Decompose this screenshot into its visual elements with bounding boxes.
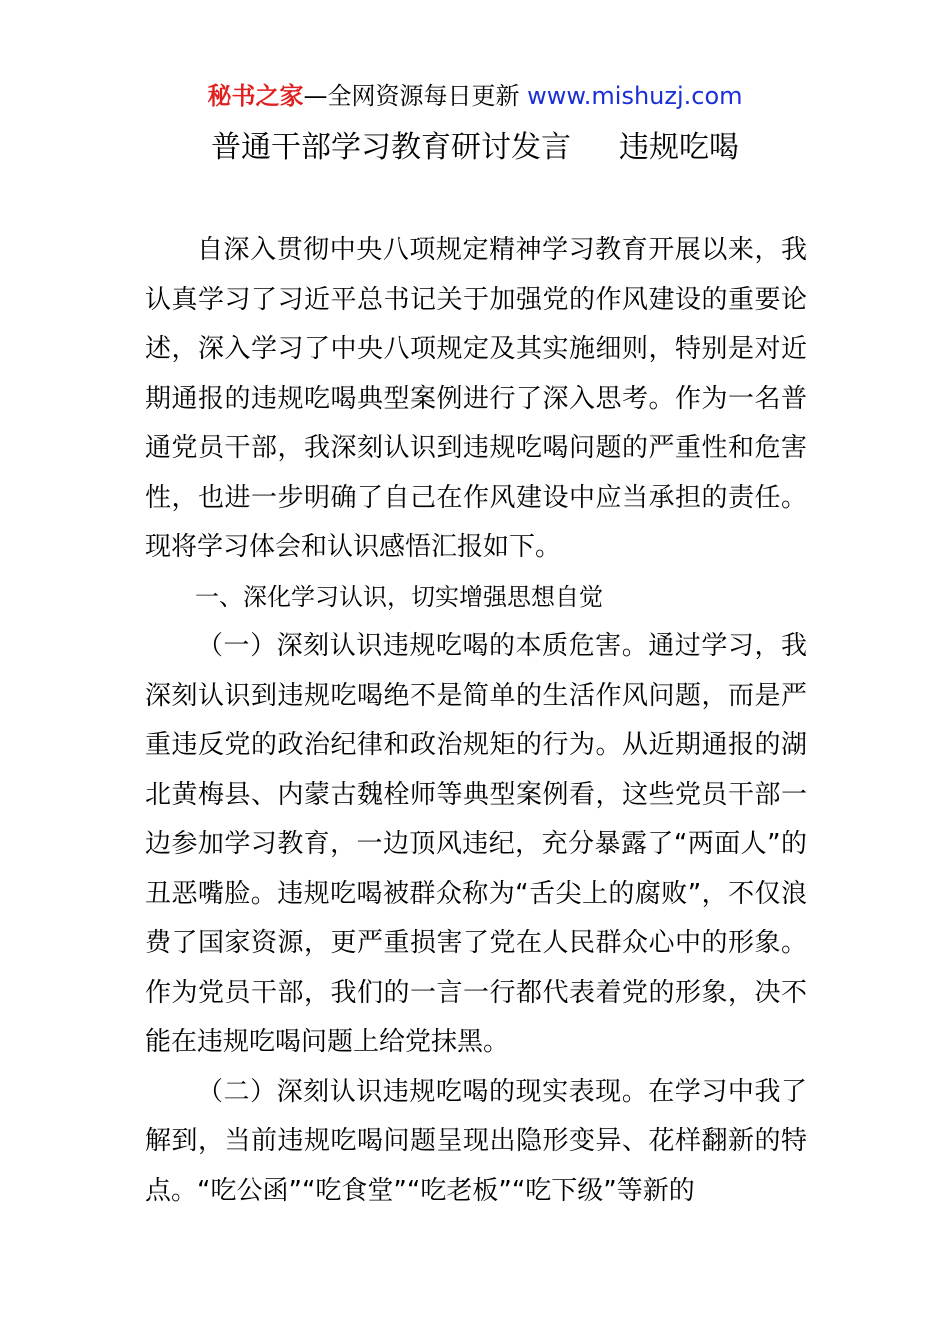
- title-sub: 违规吃喝: [619, 130, 739, 165]
- site-tagline: —全网资源每日更新: [303, 82, 520, 110]
- body-paragraph: （一）深刻认识违规吃喝的本质危害。通过学习，我深刻认识到违规吃喝绝不是简单的生活作风问题，而是严重违反党的政治纪律和政治规矩的行为。从近期通报的湖北黄梅县、内蒙古魏栓师等典型案例看，这些党员干部一边参加学习教育，一边顶风违纪，充分暴露了“两面人”的丑恶嘴脸。违规吃喝被群众称为“舌尖上的腐败”，不仅浪费了国家资源，更严重损害了党在人民群众心中的形象。作为党员干部，我们的一言一行都代表着党的形象，决不能在违规吃喝问题上给党抹黑。: [145, 631, 807, 1057]
- site-brand: 秘书之家: [207, 82, 304, 110]
- site-url-link[interactable]: www.mishuzj.com: [527, 82, 743, 110]
- intro-paragraph: 自深入贯彻中央八项规定精神学习教育开展以来，我认真学习了习近平总书记关于加强党的作风建设的重要论述，深入学习了中央八项规定及其实施细则，特别是对近期通报的违规吃喝典型案例进行了深入思考。作为一名普通党员干部，我深刻认识到违规吃喝问题的严重性和危害性，也进一步明确了自己在作风建设中应当承担的责任。现将学习体会和认识感悟汇报如下。: [145, 235, 807, 562]
- title-main: 普通干部学习教育研讨发言: [211, 130, 571, 165]
- body-paragraph: （二）深刻认识违规吃喝的现实表现。在学习中我了解到，当前违规吃喝问题呈现出隐形变异、花样翻新的特点。“吃公函”“吃食堂”“吃老板”“吃下级”等新的: [145, 1076, 807, 1206]
- section-heading: 一、深化学习认识，切实增强思想自觉: [195, 582, 603, 611]
- document-body: [145, 226, 807, 1216]
- document-title: [0, 128, 950, 168]
- site-header: [0, 80, 950, 112]
